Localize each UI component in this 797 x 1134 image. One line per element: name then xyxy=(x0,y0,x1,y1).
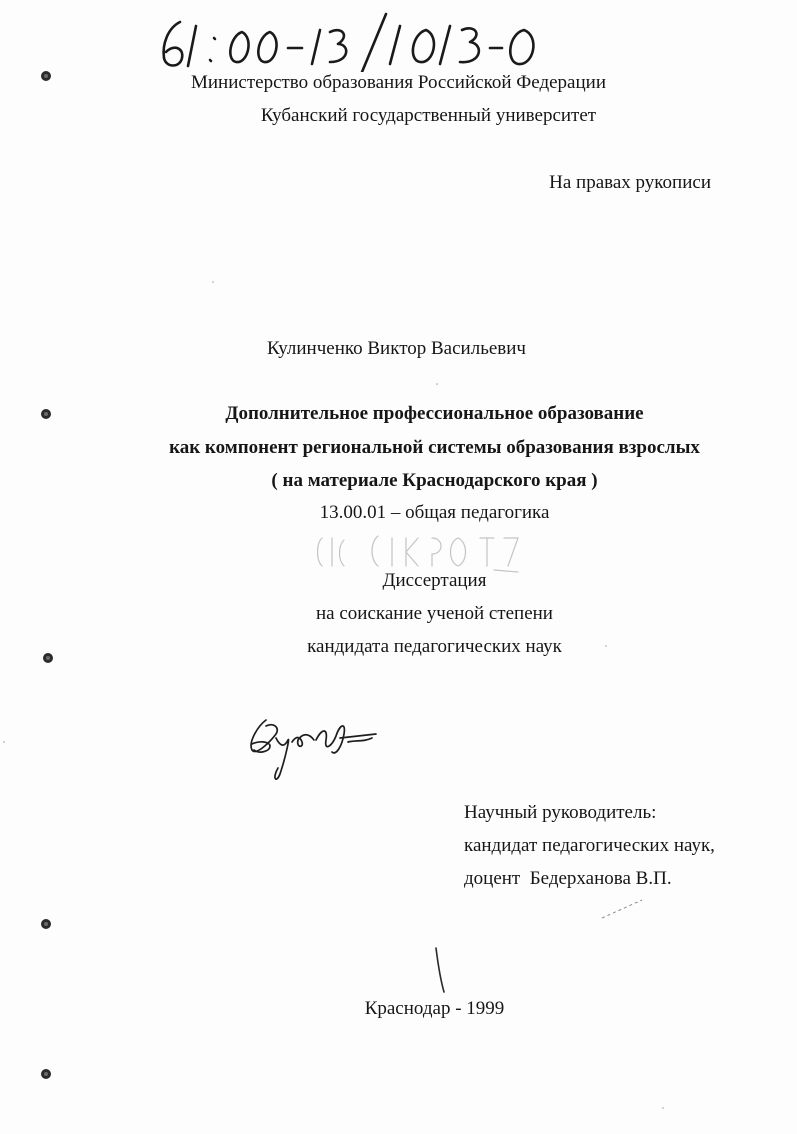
university-name: Кубанский государственный университет xyxy=(260,105,597,126)
title-line-3: ( на материале Краснодарского края ) xyxy=(271,470,598,491)
supervisor-label: Научный руководитель: xyxy=(464,802,657,823)
title-line-2: как компонент региональной системы образования взрослых xyxy=(169,437,700,458)
degree-line-1: Диссертация xyxy=(382,570,487,591)
specialty-code: 13.00.01 – общая педагогика xyxy=(319,502,550,523)
ministry-name: Министерство образования Российской Федерации xyxy=(191,72,606,93)
supervisor-name: доцент Бедерханова В.П. xyxy=(464,868,672,889)
rights-note: На правах рукописи xyxy=(549,172,711,193)
supervisor-degree: кандидат педагогических наук, xyxy=(464,835,715,856)
title-line-1: Дополнительное профессиональное образование xyxy=(225,403,644,424)
city-year: Краснодар - 1999 xyxy=(364,998,505,1019)
author-name: Кулинченко Виктор Васильевич xyxy=(266,338,526,359)
degree-line-3: кандидата педагогических наук xyxy=(307,636,562,657)
degree-line-2: на соискание ученой степени xyxy=(316,603,553,624)
